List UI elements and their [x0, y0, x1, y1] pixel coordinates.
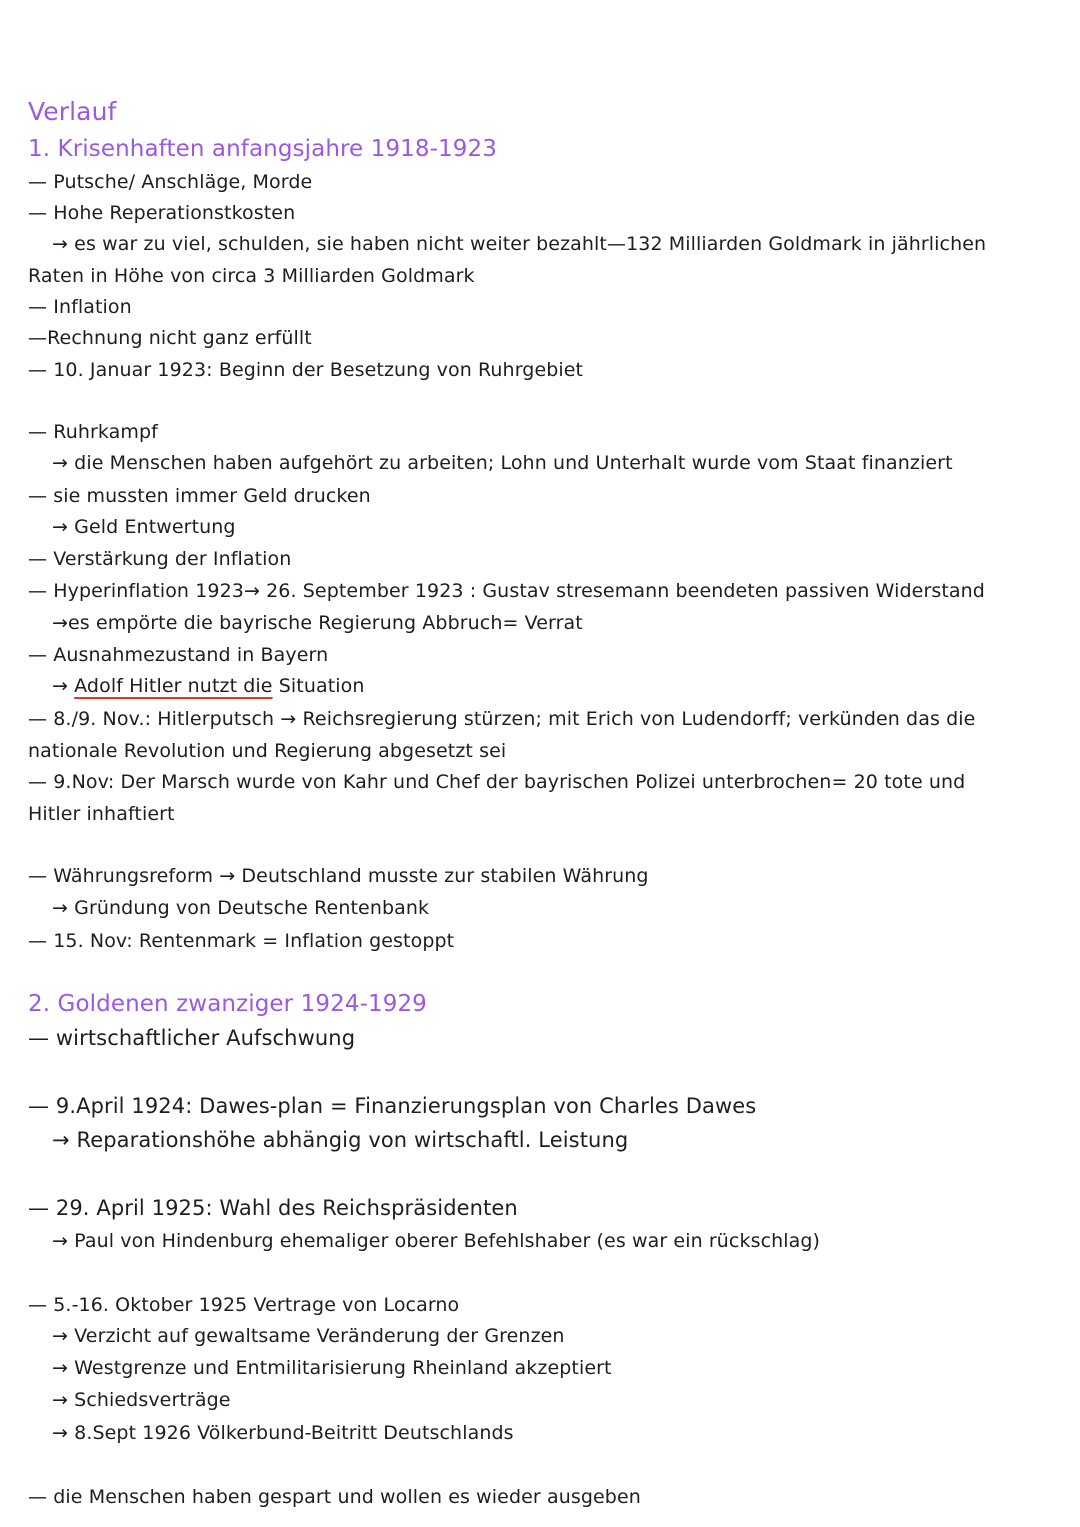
note-line: — Putsche/ Anschläge, Morde [28, 171, 313, 193]
note-line: — Hohe Reperationstkosten [28, 202, 296, 224]
note-line: —Rechnung nicht ganz erfüllt [28, 327, 312, 349]
note-line: → Reparationshöhe abhängig von wirtschaftl. Leistung [52, 1128, 629, 1152]
note-line: — Ausnahmezustand in Bayern [28, 644, 329, 666]
note-line: → Schiedsverträge [52, 1389, 231, 1411]
note-line: — 5.-16. Oktober 1925 Vertrage von Locarno [28, 1294, 460, 1316]
note-line: — 9.Nov: Der Marsch wurde von Kahr und Chef der bayrischen Polizei unterbrochen= 20 tote und [28, 771, 966, 793]
note-line [52, 671, 1080, 701]
note-line: Raten in Höhe von circa 3 Milliarden Goldmark [28, 265, 475, 287]
note-line: → es war zu viel, schulden, sie haben nicht weiter bezahlt—132 Milliarden Goldmark in jährlichen [52, 233, 987, 255]
note-line: → Westgrenze und Entmilitarisierung Rheinland akzeptiert [52, 1357, 612, 1379]
page-title: Verlauf [28, 97, 117, 126]
note-line: — 15. Nov: Rentenmark = Inflation gestoppt [28, 930, 455, 952]
note-line: → Geld Entwertung [52, 516, 236, 538]
note-line: — 8./9. Nov.: Hitlerputsch → Reichsregierung stürzen; mit Erich von Ludendorff; verkünden das die [28, 708, 976, 730]
note-line: — 9.April 1924: Dawes-plan = Finanzierungsplan von Charles Dawes [28, 1094, 757, 1118]
note-line: — Verstärkung der Inflation [28, 548, 292, 570]
note-line: — Währungsreform → Deutschland musste zur stabilen Währung [28, 865, 649, 887]
note-line: — Inflation [28, 296, 132, 318]
note-line: — 10. Januar 1923: Beginn der Besetzung von Ruhrgebiet [28, 359, 584, 381]
note-line: — wirtschaftlicher Aufschwung [28, 1026, 356, 1050]
note-line: — 29. April 1925: Wahl des Reichspräsidenten [28, 1196, 518, 1220]
note-line: → Gründung von Deutsche Rentenbank [52, 897, 430, 919]
note-line: — sie mussten immer Geld drucken [28, 485, 371, 507]
note-line: — die Menschen haben gespart und wollen es wieder ausgeben [28, 1486, 641, 1508]
note-line: Hitler inhaftiert [28, 803, 175, 825]
note-line: → Paul von Hindenburg ehemaliger oberer Befehlshaber (es war ein rückschlag) [52, 1230, 821, 1252]
note-line: — Ruhrkampf [28, 421, 158, 443]
note-line: →es empörte die bayrische Regierung Abbruch= Verrat [52, 612, 583, 634]
underlined-text: Adolf Hitler nutzt die [74, 675, 273, 697]
note-line: nationale Revolution und Regierung abgesetzt sei [28, 740, 507, 762]
section-1-heading: 1. Krisenhaften anfangsjahre 1918-1923 [28, 136, 497, 162]
arrow-text: → [52, 675, 75, 697]
note-text: Situation [272, 675, 365, 697]
note-line: — Hyperinflation 1923→ 26. September 1923 : Gustav stresemann beendeten passiven Widerstand [28, 580, 985, 602]
note-line: → 8.Sept 1926 Völkerbund-Beitritt Deutschlands [52, 1422, 514, 1444]
note-line: → die Menschen haben aufgehört zu arbeiten; Lohn und Unterhalt wurde vom Staat finanziert [52, 452, 953, 474]
note-line: → Verzicht auf gewaltsame Veränderung der Grenzen [52, 1325, 565, 1347]
section-2-heading: 2. Goldenen zwanziger 1924-1929 [28, 991, 427, 1017]
